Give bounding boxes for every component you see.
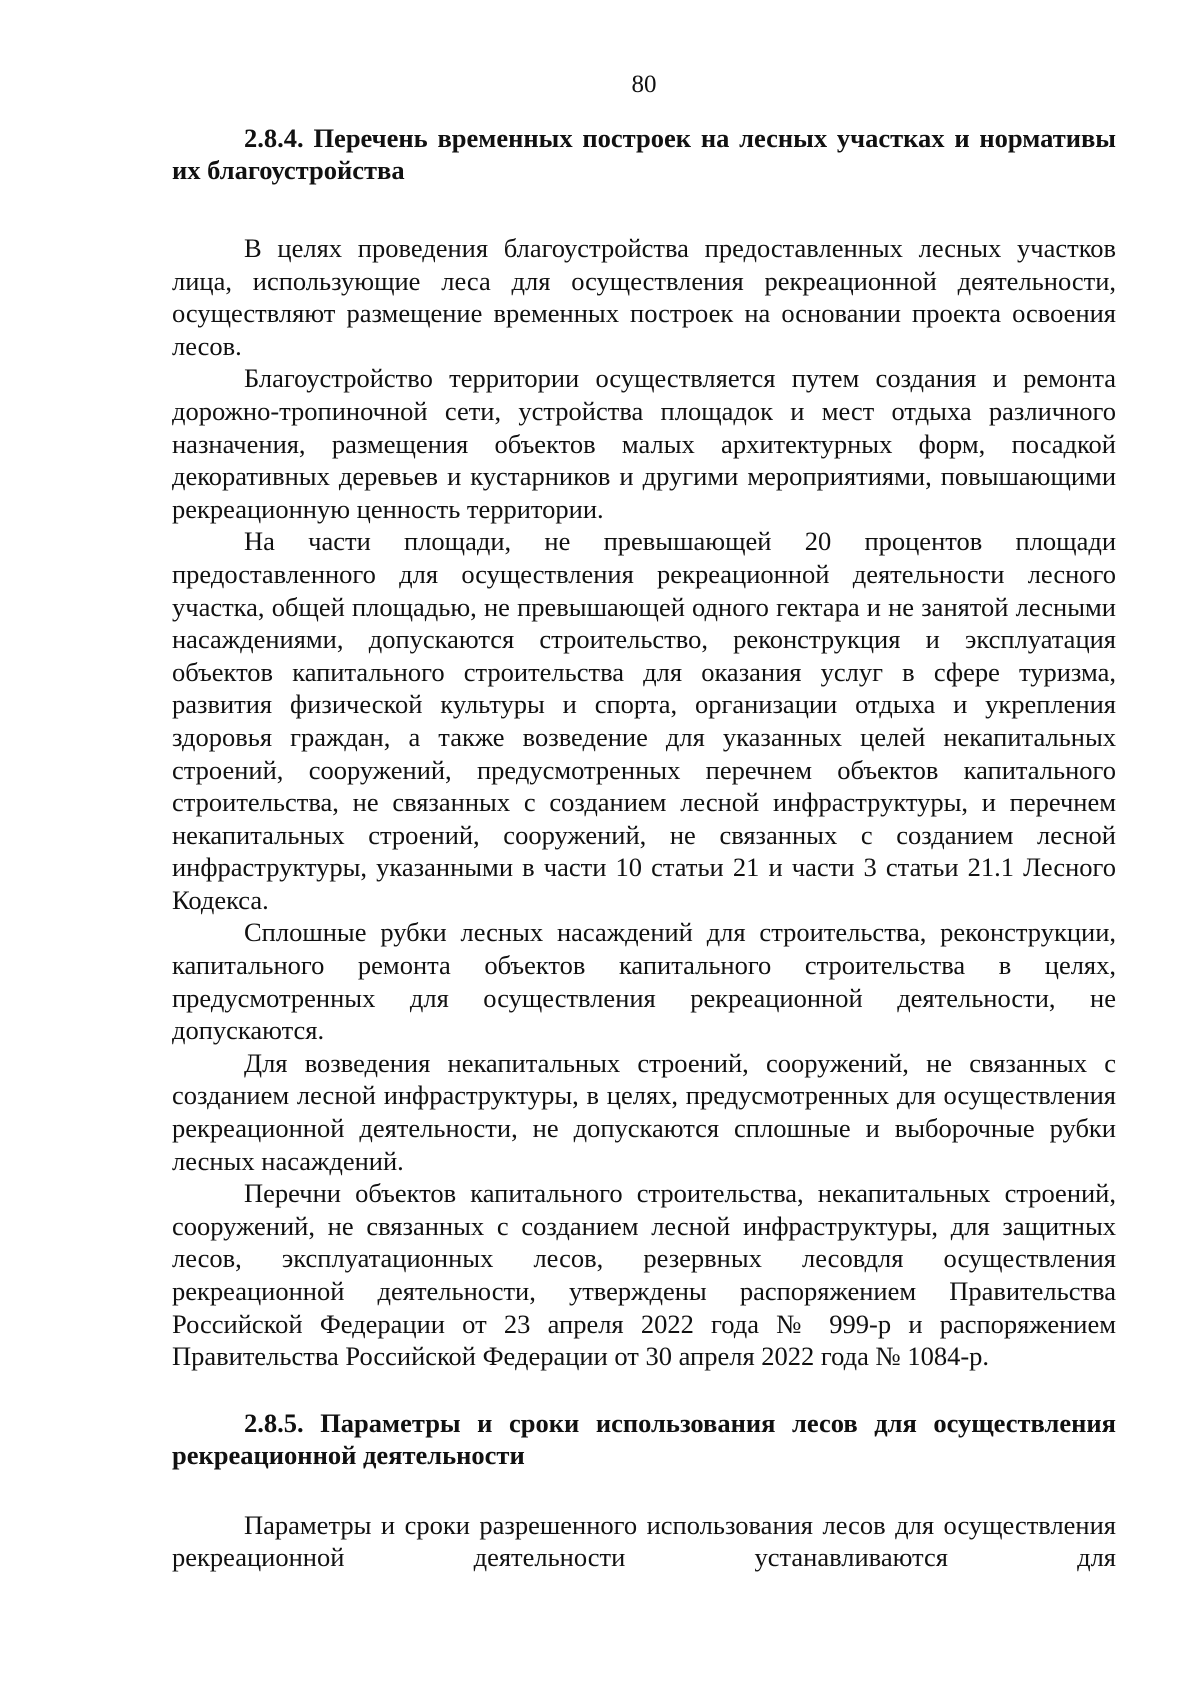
paragraph: Параметры и сроки разрешенного использования лесов для осуществления рекреационной деятельности устанавливаются для <box>172 1509 1116 1573</box>
document-page <box>172 70 1116 1574</box>
paragraph: Перечни объектов капитального строительства, некапитальных строений, сооружений, не связанных с созданием лесной инфраструктуры, для защитных лесов, эксплуатационных лесов, резервных лесовдля осуществления рекреационной деятельности, утверждены распоряжением Правительства Российской Федерации от 23 апреля 2022 года № 999-р и распоряжением Правительства Российской Федерации от 30 апреля 2022 года № 1084-р. <box>172 1178 1116 1372</box>
section-heading-2-8-4: 2.8.4. Перечень временных построек на лесных участках и нормативы их благоустройства <box>172 123 1116 185</box>
paragraph: Для возведения некапитальных строений, сооружений, не связанных с созданием лесной инфраструктуры, в целях, предусмотренных для осуществления рекреационной деятельности, не допускаются сплошные и выборочные рубки лесных насаждений. <box>172 1047 1116 1176</box>
section-heading-2-8-5: 2.8.5. Параметры и сроки использования лесов для осуществления рекреационной деятельности <box>172 1407 1116 1470</box>
paragraph: На части площади, не превышающей 20 процентов площади предоставленного для осуществления рекреационной деятельности лесного участка, общей площадью, не превышающей одного гектара и не занятой лесными насаждениями, допускаются строительство, реконструкция и эксплуатация объектов капитального строительства для оказания услуг в сфере туризма, развития физической культуры и спорта, организации отдыха и укрепления здоровья граждан, а также возведение для указанных целей некапитальных строений, сооружений, предусмотренных перечнем объектов капитального строительства, не связанных с созданием лесной инфраструктуры, и перечнем некапитальных строений, сооружений, не связанных с созданием лесной инфраструктуры, указанными в части 10 статьи 21 и части 3 статьи 21.1 Лесного Кодекса. <box>172 526 1116 915</box>
paragraph: В целях проведения благоустройства предоставленных лесных участков лица, использующие леса для осуществления рекреационной деятельности, осуществляют размещение временных построек на основании проекта освоения лесов. <box>172 233 1116 361</box>
paragraph: Благоустройство территории осуществляется путем создания и ремонта дорожно-тропиночной сети, устройства площадок и мест отдыха различного назначения, размещения объектов малых архитектурных форм, посадкой декоративных деревьев и кустарников и другими мероприятиями, повышающими рекреационную ценность территории. <box>172 363 1116 524</box>
paragraph: Сплошные рубки лесных насаждений для строительства, реконструкции, капитального ремонта объектов капитального строительства в целях, предусмотренных для осуществления рекреационной деятельности, не допускаются. <box>172 917 1116 1046</box>
page-number: 80 <box>631 71 657 98</box>
